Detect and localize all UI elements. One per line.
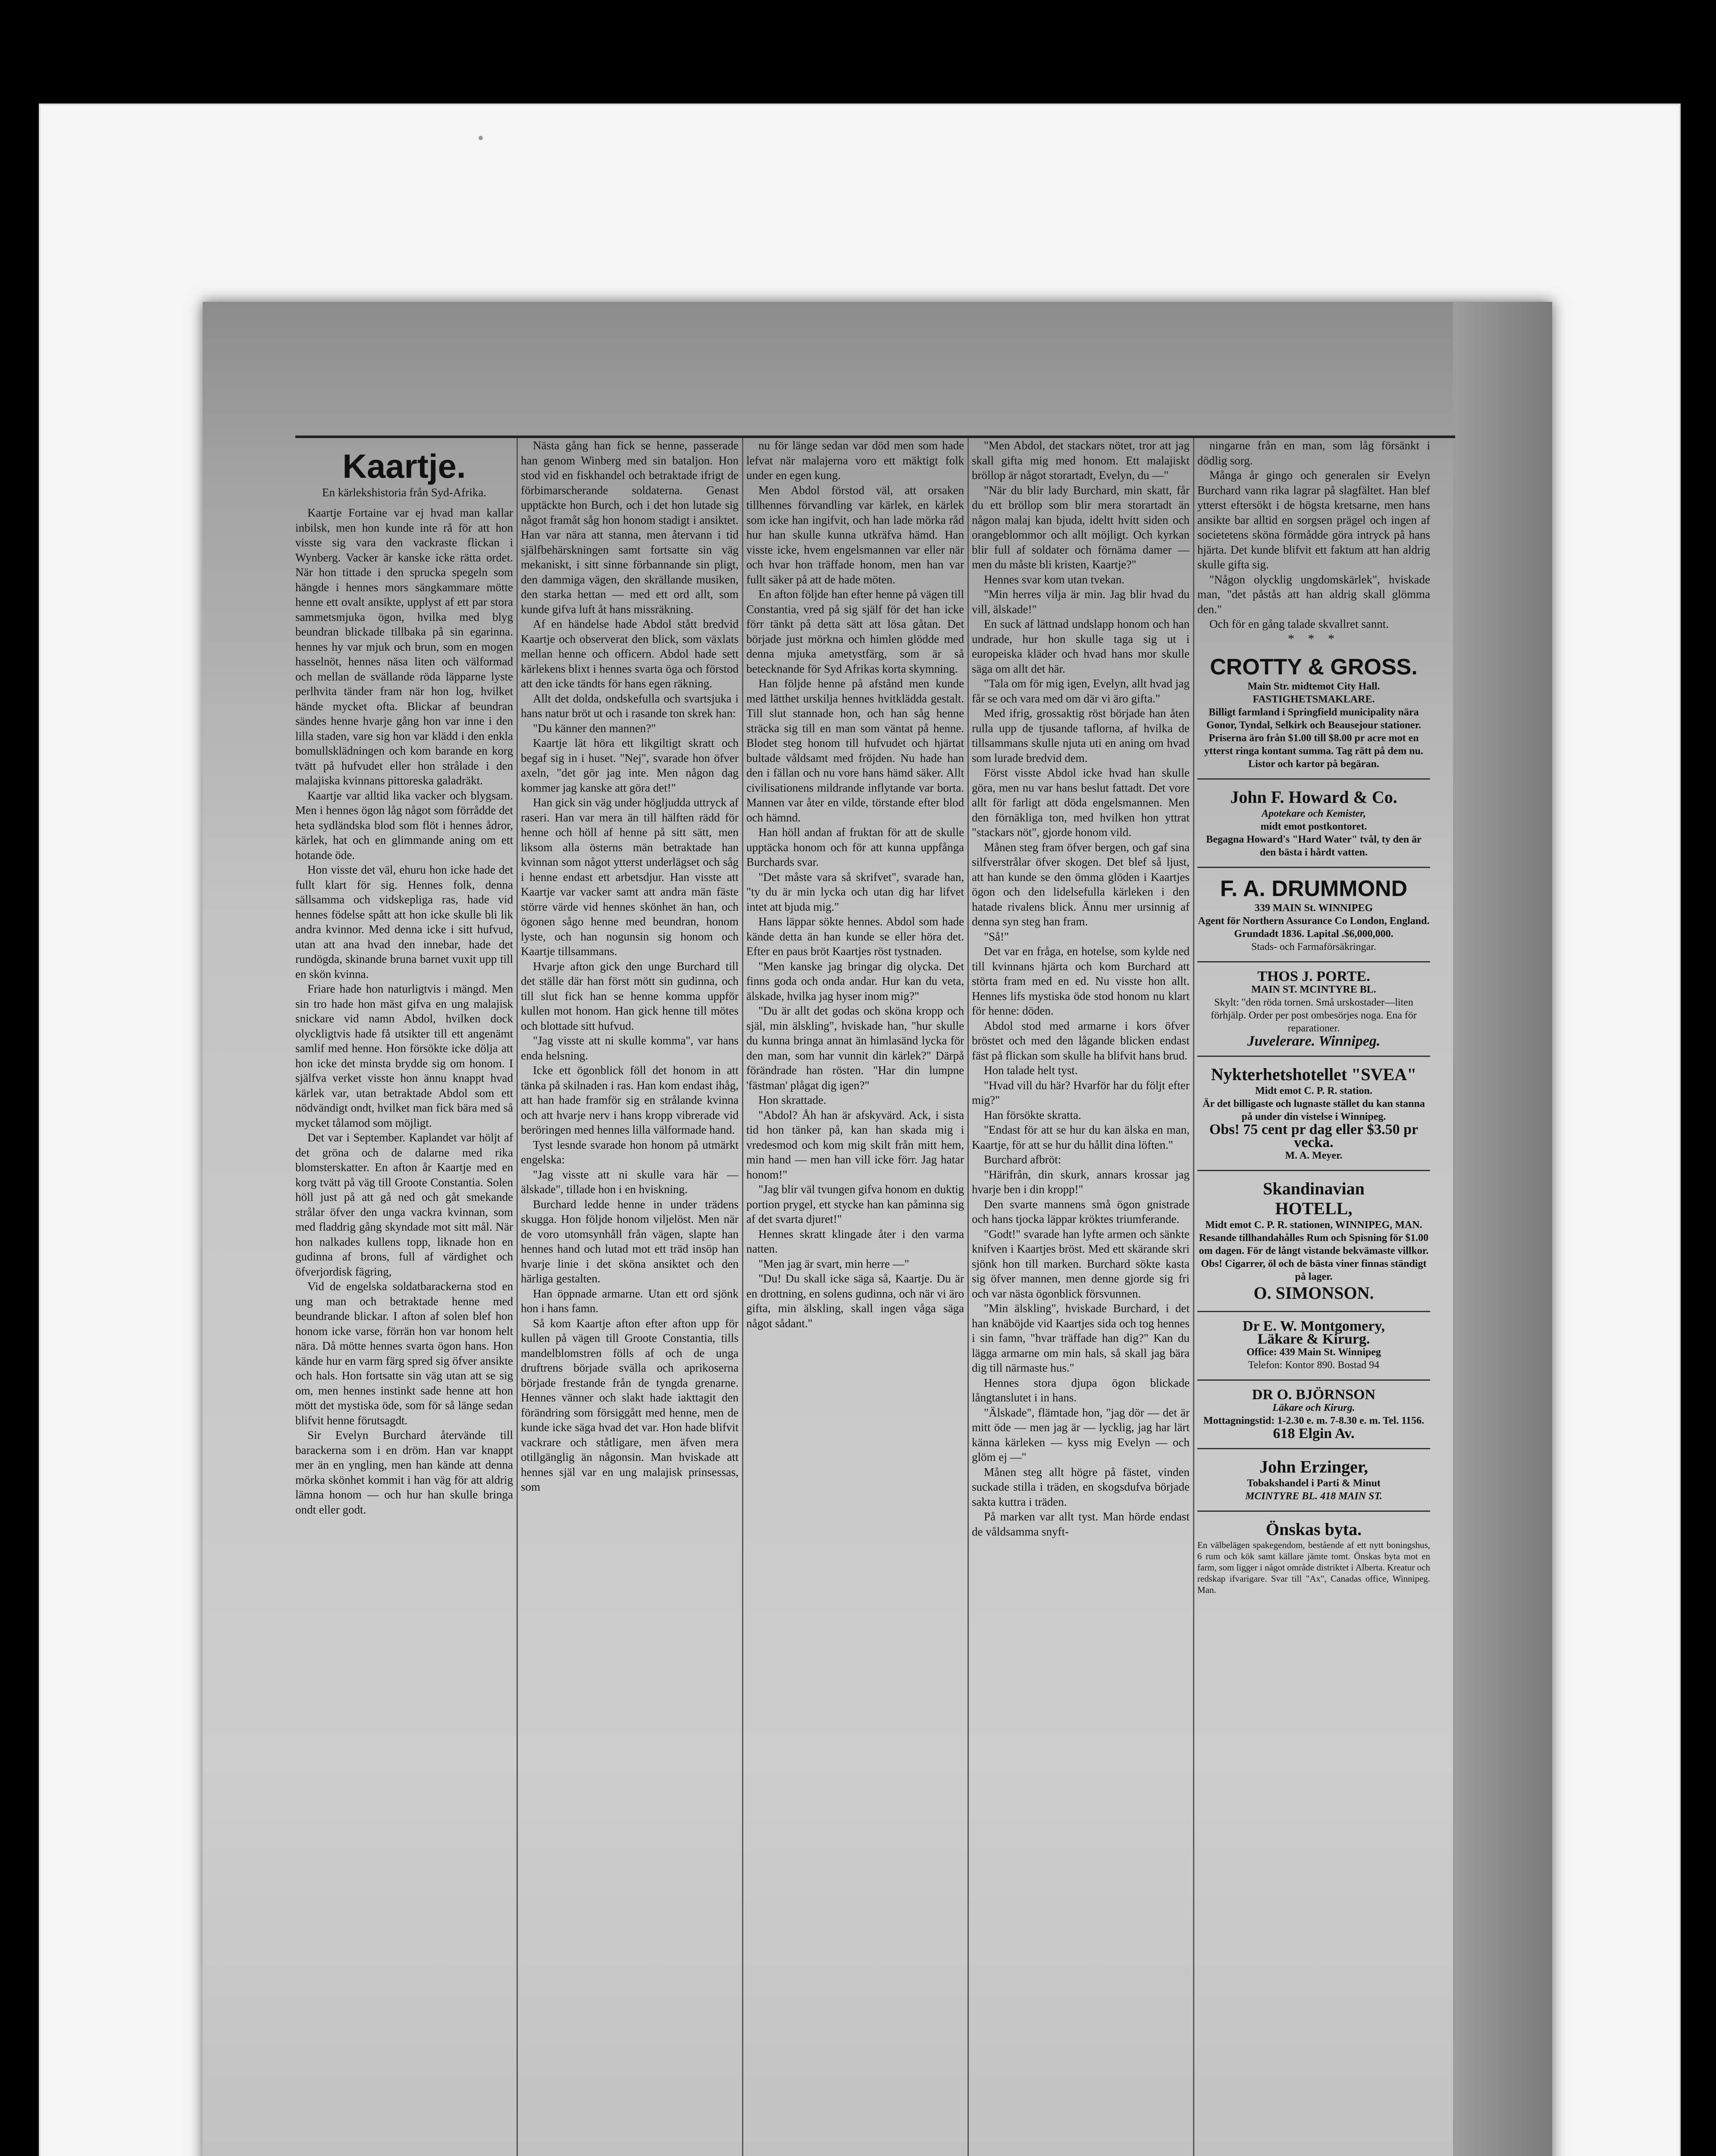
ad-title: THOS J. PORTE. — [1257, 968, 1370, 984]
film-speck — [479, 136, 483, 140]
article-paragraph: "Jag visste att ni skulle vara här — älskade", tillade hon i en hviskning. — [521, 1168, 739, 1196]
article-paragraph: Abdol stod med armarne i kors öfver bröstet och med den lågande blicken endast fäst på flickan som skulle ha blifvit hans brud. — [972, 1019, 1190, 1062]
ad-title: Dr E. W. Montgomery, — [1243, 1318, 1385, 1334]
ads-column — [1197, 438, 1430, 2156]
article-paragraph: Kaartje var alltid lika vacker och blygsam. Men i hennes ögon låg något som förrådde det heta sydländska blod som flöt i hennes ådror, kärlek, hat och en glimmande aning om ett hotande öde. — [295, 789, 513, 862]
ad-address: Midt emot C. P. R. station. — [1255, 1085, 1372, 1097]
article-paragraph: "Men Abdol, det stackars nötet, tror att jag skall gifta mig med honom. Ett malajiskt bröllop är något storartadt, Evelyn, du —" — [972, 439, 1190, 482]
ad-body: Resande tillhandahålles Rum och Spisning för $1.00 om dagen. För de långt vistande bekvämaste villkor. — [1199, 1232, 1429, 1257]
ad-body: En välbelägen spakegendom, bestående af ett nytt boningshus, 6 rum och kök samt källare jämte tomt. Önskas byta mot en farm, som ligger i något område distriktet i Alberta. Kreatur och redskap ifvarigare. Svar till "Ax", Canadas office, Winnipeg. Man. — [1197, 1540, 1430, 1595]
ad-note: Obs! Cigarrer, öl och de bästa viner finnas ständigt på lager. — [1201, 1258, 1427, 1282]
ad-address: MAIN ST. MCINTYRE BL. — [1251, 984, 1376, 995]
column-rule — [517, 438, 518, 2156]
column-4-body — [972, 438, 1190, 1539]
article-paragraph: På marken var allt tyst. Man hörde endast de våldsamma snyft- — [972, 1510, 1190, 1538]
article-headline: Kaartje. — [342, 447, 466, 485]
article-paragraph: Och för en gång talade skvallret sannt. — [1209, 617, 1389, 630]
column-3-body — [746, 438, 964, 1331]
article-paragraph: "Min herres vilja är min. Jag blir hvad du vill, älskade!" — [972, 588, 1190, 616]
article-paragraph: Burchard ledde henne in under trädens skugga. Hon följde honom viljelöst. Men när de voro utomsynhåll från vägen, slapte han hennes hand och lutad mot ett träd insöp han hvarje linie i det sköna ansiktet och den härliga gestalten. — [521, 1197, 739, 1285]
column-1-body — [295, 505, 513, 1517]
ad-drummond — [1197, 868, 1430, 962]
article-paragraph: Men Abdol förstod väl, att orsaken tillhennes förvandling var kärlek, en kärlek som icke han ingifvit, och han lade mörka råd hur han skulle kunna utkräfva hämd. Han visste icke, hvem engelsmannen var eller när och hvar hon träffade honom, men han var fullt säker på att de hade möten. — [746, 483, 964, 586]
article-paragraph: Hon skrattade. — [758, 1094, 827, 1106]
article-paragraph: "Någon olycklig ungdomskärlek", hviskade man, "det påstås att han aldrig skall glömma den." — [1197, 573, 1430, 616]
article-paragraph: Han följde henne på afstånd men kunde med lätthet urskilja hennes hvitklädda gestalt. Till slut stannade hon, och han såg henne sträcka sig till en man som väntat på henne. Blodet steg honom till hufvudet och hjärtat bultade våldsamt med fröjden. Nu hade han den i fällan och nu vore hans hämd säker. Allt civilisationens mildrande inflytande var borta. Mannen var åter en vilde, törstande efter blod och hämnd. — [746, 677, 964, 824]
ad-title: Önskas byta. — [1265, 1520, 1362, 1539]
article-paragraph: "Du är allt det godas och sköna kropp och själ, min älskling", hviskade han, "hur skulle du kunna bringa annat än himlasänd lycka för den man, som har vunnit din kärlek?" Därpå förändrade han rösten. "Har din lumpne 'fästman' plågat dig igen?" — [746, 1004, 964, 1092]
article-paragraph: Hennes svar kom utan tvekan. — [984, 573, 1125, 586]
ad-title: Nykterhetshotellet "SVEA" — [1211, 1065, 1417, 1084]
article-paragraph: Icke ett ögonblick föll det honom in att tänka på skilnaden i ras. Han kom endast ihåg, att han hade framför sig en strålande kvinna och att hvarje nerv i hans kropp vibrerade vid beröringen med hennes lilla välformade hand. — [521, 1064, 739, 1136]
ad-title-2: HOTELL, — [1275, 1199, 1353, 1218]
article-paragraph: Friare hade hon naturligtvis i mängd. Men sin tro hade hon mäst gifva en ung malajisk snickare vid namn Abdol, hvilken dock olyckligtvis hade få utsikter till ett angenämt samlif med henne. Hon försökte icke dölja att hon icke det minsta brydde sig om honom. I själfva verket visste hon ännu knappt hvad kärlek var, utan betraktade Abdol som ett nödvändigt ondt, hvilket man fick bära med så mycket tålamod som möjligt. — [295, 982, 513, 1129]
ad-line: FASTIGHETSMAKLARE. — [1253, 694, 1375, 705]
article-paragraph: "Jag visste att ni skulle komma", var hans enda helsning. — [521, 1034, 739, 1062]
article-paragraph: Han höll andan af fruktan för att de skulle upptäcka honom och för att kunna uppfånga Burchards svar. — [746, 826, 964, 868]
ad-porte — [1197, 962, 1430, 1057]
article-paragraph: "Men jag är svart, min herre —" — [758, 1257, 909, 1270]
article-paragraph: Kaartje lät höra ett likgiltigt skratt och begaf sig in i huset. "Nej", svarade hon öfver axeln, "det gör jag inte. Men någon dag kommer jag kanske att göra det!" — [521, 736, 739, 794]
article-paragraph: Hon visste det väl, ehuru hon icke hade det fullt klart för sig. Hennes folk, denna sällsamma och vidskepliga ras, hade vid hennes födelse spått att hon icke skulle bli lik andra kvinnor. Med denna icke i sitt hufvud, utan att ana hvad den innebar, hade det rundögda, skinande bruna barnet vuxit upp till en skön kvinna. — [295, 863, 513, 981]
article-subhead: En kärlekshistoria från Syd-Afrika. — [322, 486, 486, 499]
article-column-3 — [746, 438, 964, 2156]
ad-subtitle: Apotekare och Kemister, — [1262, 808, 1366, 819]
ad-title: F. A. DRUMMOND — [1220, 876, 1408, 901]
article-paragraph: "Jag blir väl tvungen gifva honom en duktig portion prygel, ett stycke han kan påminna sig af det svarta djuret!" — [746, 1183, 964, 1225]
ad-crotty-gross — [1197, 646, 1430, 780]
article-paragraph: Nästa gång han fick se henne, passerade han genom Winberg med sin bataljon. Hon stod vid en fiskhandel och betraktade ifrigt de förbimarscherande soldaterna. Genast upptäckte hon Burch, och i det hon lutade sig något framåt såg hon honom stadigt i ansiktet. Han var nära att stanna, men återvann i tid själfbehärskningen samt fortsatte sin väg mekaniskt, i sitt sinne förbannande sin pligt, den dammiga vägen, den skrällande musiken, den starka hettan — med ett ord allt, som kunde gifva luft åt hans missräkning. — [521, 439, 739, 616]
article-paragraph: Det var i September. Kaplandet var höljt af det gröna och de dalarne med rika blomsterskatter. En afton år Kaartje med en korg tvätt på väg till Groote Constantia. Solen höll just på att gå ned och gåt smekande strålar öfver den unga vackra kvinnan, som med fladdrig gång skyndade mot sitt mål. När hon nalkades kullens topp, liknade hon en gudinna af brons, full af värdighet och öfverjordisk fägring, — [295, 1131, 513, 1278]
ad-body: Begagna Howard's "Hard Water" tvål, ty den är den bästa i hårdt vatten. — [1206, 834, 1422, 858]
article-paragraph: nu för länge sedan var död men som hade lefvat när malajerna voro ett mäktigt folk under en egen kung. — [746, 439, 964, 482]
column-5-body — [1197, 438, 1430, 632]
article-paragraph: Burchard afbröt: — [984, 1153, 1062, 1166]
article-paragraph: Hon talade helt tyst. — [984, 1064, 1078, 1077]
ad-owner: M. A. Meyer. — [1285, 1150, 1343, 1161]
article-paragraph: Hans läppar sökte hennes. Abdol som hade kände detta än han kunde se eller höra det. Efter en paus bröt Kaartjes röst tystnaden. — [746, 915, 964, 958]
article-paragraph: Han öppnade armarne. Utan ett ord sjönk hon i hans famn. — [521, 1287, 739, 1315]
ad-subtitle: Läkare & Kirurg. — [1257, 1331, 1370, 1347]
article-paragraph: Han gick sin väg under högljudda uttryck af raseri. Han var mera än till hälften rädd för henne och höll af henne på sitt sätt, men liksom alla österns män betraktade han kvinnan som något ytterst underlägset och såg i henne endast ett arbetsdjur. Han visste att Kaartje var vacker samt att andra män fäste större värde vid hennes skönhet än han, och ögonen sågo henne med beundran, honom lyste, och han nogunsin sig honom och Kaartje tillsammans. — [521, 796, 739, 958]
ad-montgomery — [1197, 1312, 1430, 1381]
ad-howard — [1197, 780, 1430, 868]
article-paragraph: "Men kanske jag bringar dig olycka. Det finns goda och onda andar. Hur kan du veta, älskade, hvilka jag hyser inom mig?" — [746, 959, 964, 1003]
article-paragraph: "Det måste vara så skrifvet", svarade han, "ty du är min lycka och utan dig har lifvet intet att bjuda mig." — [746, 870, 964, 913]
column-rule — [968, 438, 969, 2156]
article-paragraph: En afton följde han efter henne på vägen till Constantia, vred på sig själf för det han icke förr tänkt på detta sätt att lösa gåtan. Det började just mörkna och himlen glödde med denna mjuka ametystfärg, som är så betecknande för Syd Afrikas korta skymning. — [746, 588, 964, 675]
newspaper-page — [203, 302, 1552, 2156]
article-paragraph: Hennes skratt klingade åter i den varma natten. — [746, 1227, 964, 1255]
ad-price: Obs! 75 cent pr dag eller $3.50 pr vecka. — [1209, 1122, 1419, 1150]
article-paragraph: Det var en fråga, en hotelse, som kylde ned till kvinnans hjärta och kom Burchard att störta fram med en ed. Nu visste hon allt. Hennes lifs mystiska öde stod honom nu klart för henne: döden. — [972, 945, 1190, 1017]
ad-address: 339 MAIN St. WINNIPEG — [1254, 903, 1373, 914]
article-paragraph: Allt det dolda, ondskefulla och svartsjuka i hans natur bröt ut och i rasande ton skrek han: — [521, 692, 739, 720]
article-paragraph: "Min älskling", hviskade Burchard, i det han knäböjde vid Kaartjes sida och tog hennes i sin famn, "hvar träffade han dig?" Kan du lägga armarne om min hals, så skall jag bära dig till närmaste hus." — [972, 1302, 1190, 1374]
article-paragraph: ningarne från en man, som låg försänkt i dödlig sorg. — [1197, 439, 1430, 467]
ad-address: 618 Elgin Av. — [1273, 1426, 1355, 1442]
ad-bjornson — [1197, 1381, 1430, 1449]
ad-body: Billigt farmland i Springfield municipality nära Gonor, Tyndal, Selkirk och Beausejour stationer. Priserna äro från $1.00 till $8.00 pr acre mot en ytterst ringa kontant summa. Tag rätt på dem nu. Listor och kartor på begäran. — [1204, 707, 1424, 770]
page-edge-right — [1453, 302, 1552, 2156]
column-rule — [742, 438, 743, 2156]
article-paragraph: "Så!" — [984, 930, 1009, 943]
ad-body: Skylt: "den röda tornen. Små urskostader—liten förhjälp. Order per post ombesörjes noga. Ena för reparationer. — [1211, 997, 1417, 1034]
ad-title: DR O. BJÖRNSON — [1252, 1387, 1376, 1403]
column-rule — [1193, 438, 1194, 2156]
article-paragraph: Med ifrig, grossaktig röst började han åten rulla upp de tjusande taflorna, af hvilka de tillsammans skulle njuta uti en aning om hvad som lurade bredvid dem. — [972, 707, 1190, 765]
ad-address: midt emot postkontoret. — [1260, 821, 1367, 832]
ad-line: Main Str. midtemot City Hall. — [1247, 681, 1380, 692]
article-paragraph: Månen steg allt högre på fästet, vinden suckade stilla i träden, en skogsdufva började sakta kuttra i träden. — [972, 1465, 1190, 1508]
ad-title: Skandinavian — [1263, 1179, 1365, 1198]
ad-tail: Telefon: Kontor 890. Bostad 94 — [1248, 1360, 1380, 1371]
article-paragraph: "Abdol? Åh han är afskyvärd. Ack, i sista tid hon tänker på, kan han skada mig i vredesmod och kom mig skilt från mitt hem, min hand — men han vill icke förr. Jag hatar honom!" — [746, 1108, 964, 1181]
ad-svea — [1197, 1057, 1430, 1171]
article-paragraph: "Godt!" svarade han lyfte armen och sänkte knifven i Kaartjes bröst. Med ett skärande skri sjönk hon till marken. Burchard sökte kasta sig öfver mannen, men denne gjorde sig fri och var nästa ögonblick försvunnen. — [972, 1227, 1190, 1300]
ad-title: John F. Howard & Co. — [1230, 787, 1397, 807]
article-paragraph: Hvarje afton gick den unge Burchard till det ställe där han först mött sin gudinna, och till slut fick han se henne komma uppför kullen mot honom. Han gick henne till mötes och blottade sitt hufvud. — [521, 959, 739, 1032]
article-paragraph: Många år gingo och generalen sir Evelyn Burchard vann rika lagrar på slagfältet. Han blef ytterst eftersökt i de högsta kretsarne, men hans ansikte bar alltid en sorgsen prägel och ingen af societetens sköna förmådde göra intryck på hans hjärta. Det kunde blifvit ett faktum att han aldrig skulle gifta sig. — [1197, 469, 1430, 571]
article-paragraph: "Endast för att se hur du kan älska en man, Kaartje, för att se hur du hållit dina löften." — [972, 1123, 1190, 1151]
text-columns — [295, 436, 1455, 2156]
section-dots: * * * — [1288, 631, 1340, 646]
article-paragraph: "Hvad vill du här? Hvarför har du följt efter mig?" — [972, 1078, 1190, 1106]
ad-title: John Erzinger, — [1259, 1457, 1368, 1476]
article-paragraph: "Du! Du skall icke säga så, Kaartje. Du är en drottning, en solens gudinna, och när vi äro gifta, min älskling, skall ingen våga säga något sådant." — [746, 1272, 964, 1330]
article-paragraph: Kaartje Fortaine var ej hvad man kallar inbilsk, men hon kunde inte rå för att hon visste sig vara den vackraste flickan i Wynberg. Vacker är kanske icke rätta ordet. När hon tittade i den sprucka spegeln som hängde i hennes mors sängkammare mötte henne ett ovalt ansikte, upplyst af ett par stora sammetsmjuka ögon, hvilka med blyg beundran blickade tillbaka på sin egarinna. hennes hy var mjuk och brun, som en mogen hasselnöt, hennes näsa liten och välformad och mellan de svällande röda läpparne lyste perlhvita tänder fram när hon log, hvilket hände mycket ofta. Blickar af beundran sändes henne hvarje gång hon var inne i den lilla staden, vare sig hon var klädd i den enkla bomullsklädningen och kom barande en korg tvätt på hufvudet eller hon strålade i den malajiska kvinnans pittoreska galadräkt. — [295, 506, 513, 787]
column-2-body — [521, 438, 739, 1495]
ad-body: Office: 439 Main St. Winnipeg — [1246, 1347, 1381, 1358]
article-paragraph: Hennes stora djupa ögon blickade långtanslutet i in hans. — [972, 1376, 1190, 1404]
ad-tail: Juvelerare. Winnipeg. — [1247, 1033, 1381, 1049]
article-paragraph: "När du blir lady Burchard, min skatt, får du ett bröllop som blir mera storartadt än någon malaj kan bjuda, ideltt hvitt siden och orangeblommor och allt möjligt. Och kyrkan blir full af soldater och förnäma damer — men du måste bli kristen, Kaartje?" — [972, 483, 1190, 571]
ad-subtitle: Tobakshandel i Parti & Minut — [1247, 1478, 1381, 1489]
ad-body: Agent för Northern Assurance Co London, England. Grundadt 1836. Lapital .$6,000,000. — [1198, 915, 1430, 940]
article-paragraph: En suck af lättnad undslapp honom och han undrade, hur hon skulle taga sig ut i europeiska kläder och hvad hans mor skulle säga om allt det här. — [972, 617, 1190, 675]
article-paragraph: Tyst lesnde svarade hon honom på utmärkt engelska: — [521, 1138, 739, 1166]
ad-erzinger — [1197, 1449, 1430, 1512]
ad-subtitle: Läkare och Kirurg. — [1272, 1402, 1355, 1413]
article-paragraph: Månen steg fram öfver bergen, och gaf sina silfverstrålar öfver skogen. Det blef så ljust, att han kunde se den ömma glöden i Kaartjes ögon och den lidelsefulla kärleken i den hatade rivalens blick. Ännu mer ursinnig af denna syn steg han fram. — [972, 840, 1190, 928]
article-paragraph: "Härifrån, din skurk, annars krossar jag hvarje ben i din kropp!" — [972, 1168, 1190, 1196]
ad-body: Mottagningstid: 1-2.30 e. m. 7-8.30 e. m. Tel. 1156. — [1203, 1415, 1424, 1426]
article-paragraph: Af en händelse hade Abdol stått bredvid Kaartje och observerat den blick, som växlats mellan henne och officern. Abdol hade sett kärlekens blixt i hennes svarta öga och förstod att den icke tändts för hans egen räkning. — [521, 617, 739, 690]
article-paragraph: Först visste Abdol icke hvad han skulle göra, men nu var hans beslut fattadt. Det vore allt för farligt att döda engelsmannen. Men den förnäkliga ton, med hvilken hon yttrat "stackars nöt", gjorde honom vild. — [972, 766, 1190, 839]
article-paragraph: Han försökte skratta. — [984, 1108, 1081, 1122]
ad-onskas-byta — [1197, 1512, 1430, 1603]
ad-body: Är det billigaste och lugnaste stället du kan stanna på under din vistelse i Winnipeg. — [1202, 1098, 1425, 1122]
article-paragraph: Den svarte mannens små ögon gnistrade och hans tjocka läppar kröktes triumferande. — [972, 1197, 1190, 1225]
article-column-4 — [972, 438, 1190, 2156]
ad-address: MCINTYRE BL. 418 MAIN ST. — [1245, 1491, 1382, 1502]
article-paragraph: Sir Evelyn Burchard återvände till barackerna som i en dröm. Han var knappt mer än en yngling, men han kände att denna mörka skönhet kommit i han väg för att aldrig lämna honom — och hur han skulle bringa ondt eller godt. — [295, 1429, 513, 1516]
ad-address: Midt emot C. P. R. stationen, WINNIPEG, MAN. — [1205, 1219, 1422, 1231]
ad-owner: O. SIMONSON. — [1253, 1283, 1374, 1303]
ad-tail: Stads- och Farmaförsäkringar. — [1251, 941, 1376, 953]
article-paragraph: "Du känner den mannen?" — [533, 721, 656, 735]
article-paragraph: Så kom Kaartje afton efter afton upp för kullen på vägen till Groote Constantia, tills mandelblomstren fölls af och de unga druftrens började svälla och aprikoserna började frestande från de tyngda grenarne. Hennes vänner och slakt hade iakttagit den förändring som försiggått med henne, men de kunde icke säga hvad det var. Hon hade blifvit vackrare och ståtligare, men äfven mera otillgänglig än någonsin. Man hviskade att hennes själ var en ung malajisk prinsessas, som — [521, 1316, 739, 1493]
article-column-1 — [295, 438, 513, 2156]
ad-scandinavian-hotel — [1197, 1171, 1430, 1312]
article-paragraph: Vid de engelska soldatbarackerna stod en ung man och betraktade henne med beundrande blickar. I afton af solen blef hon honom icke varse, förrän hon var honom helt nära. Då mötte hennes svarta ögon hans. Hon kände hur en varm färg spred sig öfver ansikte och hals. Hon fortsatte sin väg utan att se sig om, men hennes instinkt sade henne att hon mött det mystiska öde, som för så länge sedan blifvit henne förutsagdt. — [295, 1280, 513, 1427]
article-column-2 — [521, 438, 739, 2156]
ad-title: CROTTY & GROSS. — [1210, 655, 1418, 680]
article-paragraph: "Tala om för mig igen, Evelyn, allt hvad jag får se och vara med om där vi äro gifta." — [972, 677, 1190, 705]
article-paragraph: "Älskade", flämtade hon, "jag dör — det är mitt öde — men jag är — lycklig, jag har lärt känna kärleken — kyss mig Evelyn — och glöm ej —" — [972, 1406, 1190, 1463]
